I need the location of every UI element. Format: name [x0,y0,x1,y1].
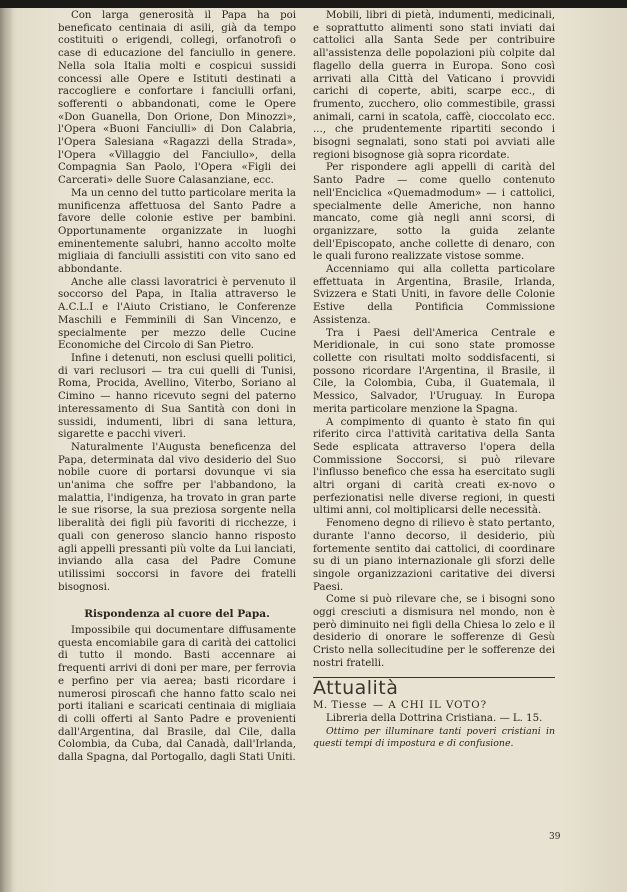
section-subheading: Rispondenza al cuore del Papa. [84,608,270,621]
book-author: M. Tiesse [313,700,367,712]
right-paragraph-2: Per rispondere agli appelli di carità del Santo Padre — come quello contenuto nell'Enciclica «Quemadmodum» — i cattolici, specialmente delle Americhe, non hanno mancato, come già negli anni scorsi, di organizzare, sotto la guida zelante dell'Episcopato, anche collette di denaro, con le quali furono realizzate vistose somme. [313,162,555,263]
book-review-note: Ottimo per illuminare tanti poveri cristiani in questi tempi di impostura e di confusione. [313,725,555,749]
page-number: 39 [549,832,561,842]
right-paragraph-6: Fenomeno degno di rilievo è stato pertanto, durante l'anno decorso, il desiderio, più fortemente sentito dai cattolici, di coordinare su di un piano internazionale gli sforzi delle singole organizzazioni caritative dei diversi Paesi. [313,518,555,593]
book-entry-heading [313,700,555,713]
page-spine-shadow [0,0,14,892]
book-publisher-price: Libreria della Dottrina Cristiana. — L. 15. [326,712,543,724]
right-column [313,10,555,750]
left-paragraph-6: Impossibile qui documentare diffusamente questa encomiabile gara di carità dei cattolici di tutto il mondo. Basti accennare ai frequenti arrivi di doni per mare, per ferrovia e perfino per via aerea; basti ricordare i numerosi piroscafi che hanno fatto scalo nei porti italiani e scaricati centinaia di migliaia di colli offerti al Santo Padre e provenienti dall'Argentina, dal Brasile, dal Cile, dalla Colombia, da Cuba, dal Canadà, dall'Irlanda, dalla Spagna, dal Portogallo, dagli Stati Uniti. [58,625,296,764]
left-paragraph-3: Anche alle classi lavoratrici è pervenuto il soccorso del Papa, in Italia attraverso le A.C.L.I e l'Aiuto Cristiano, le Conferenze Maschili e Femminili di San Vincenzo, e specialmente per mezzo delle Cucine Economiche del Circolo di San Pietro. [58,276,296,352]
right-paragraph-4: Tra i Paesi dell'America Centrale e Meridionale, in cui sono state promosse collette con risultati molto soddisfacenti, si possono ricordare l'Argentina, il Brasile, il Cile, la Colombia, Cuba, il Guatemala, il Messico, Salvador, l'Uruguay. In Europa merita particolare menzione la Spagna. [313,327,555,415]
page-top-edge [0,0,627,8]
right-paragraph-1: Mobili, libri di pietà, indumenti, medicinali, e soprattutto alimenti sono stati inviati dai cattolici alla Santa Sede per contribuire all'assistenza delle popolazioni più colpite dal flagello della guerra in Europa. Sono così arrivati alla Città del Vaticano i provvidi carichi di coperte, abiti, scarpe ecc., di frumento, zucchero, olio commestibile, grassi animali, carni in scatola, caffè, cioccolato ecc. ..., che prudentemente ripartiti secondo i bisogni segnalati, sono stati poi avviati alle regioni bisognose già sopra ricordate. [313,10,555,161]
right-paragraph-7: Come si può rilevare che, se i bisogni sono oggi cresciuti a dismisura nel mondo, non è però diminuito nei figli della Chiesa lo zelo e il desiderio di onorare le sofferenze di Gesù Cristo nella sollecitudine per le sofferenze dei nostri fratelli. [313,594,555,669]
book-title: — A CHI IL VOTO? [372,700,488,712]
left-paragraph-2: Ma un cenno del tutto particolare merita la munificenza affettuosa del Santo Padre a favore delle colonie estive per bambini. Opportunamente organizzate in luoghi eminentemente salubri, hanno accolto molte migliaia di fanciulli assistiti con vito sano ed abbondante. [58,187,296,276]
left-paragraph-1: Con larga generosità il Papa ha poi beneficato centinaia di asili, già da tempo costituiti o erigendi, collegi, orfanotrofi o case di educazione del fanciullo in genere. Nella sola Italia molti e cospicui sussidi concessi alle Opere e Istituti destinati a raccogliere e confortare i fanciulli orfani, sofferenti o abbandonati, come le Opere «Don Guanella, Don Orione, Don Minozzi», l'Opera «Buoni Fanciulli» di Don Calabria, l'Opera Salesiana «Ragazzi della Strada», l'Opera «Villaggio del Fanciullo», della Compagnia San Paolo, l'Opera «Figli dei Carcerati» delle Suore Calasanziane, ecc. [58,10,296,187]
section-title-attualita: Attualità [313,676,399,699]
left-paragraph-5: Naturalmente l'Augusta beneficenza del Papa, determinata dal vivo desiderio del Suo nobile cuore di portarsi dovunque vi sia un'anima che soffre per l'abbandono, la malattia, l'indigenza, ha trovato in gran parte le sue risorse, la sua preziosa sorgente nella liberalità dei figli più favoriti di ricchezze, i quali con generoso slancio hanno risposto agli appelli pressanti più volte da Lui lanciati, inviando alla casa del Padre Comune utilissimi soccorsi in favore dei fratelli bisognosi. [58,441,296,593]
right-paragraph-3: Accenniamo qui alla colletta particolare effettuata in Argentina, Brasile, Irlanda, Svizzera e Stati Uniti, in favore delle Colonie Estive della Pontificia Commissione Assistenza. [313,264,555,326]
left-column [58,10,296,765]
left-paragraph-4: Infine i detenuti, non esclusi quelli politici, di vari reclusori — tra cui quelli di Tunisi, Roma, Procida, Avellino, Viterbo, Soriano al Cimino — hanno ricevuto segni del paterno interessamento di Sua Santità con doni in sussidi, indumenti, libri di sana lettura, sigarette e pacchi viveri. [58,352,296,441]
right-paragraph-5: A compimento di quanto è stato fin qui riferito circa l'attività caritativa della Santa Sede esplicata attraverso l'opera della Commissione Soccorsi, si può rilevare l'influsso benefico che essa ha esercitato sugli altri organi di carità creati ex-novo o perfezionatisi nelle diverse regioni, in questi ultimi anni, col moltiplicarsi delle necessità. [313,416,555,517]
